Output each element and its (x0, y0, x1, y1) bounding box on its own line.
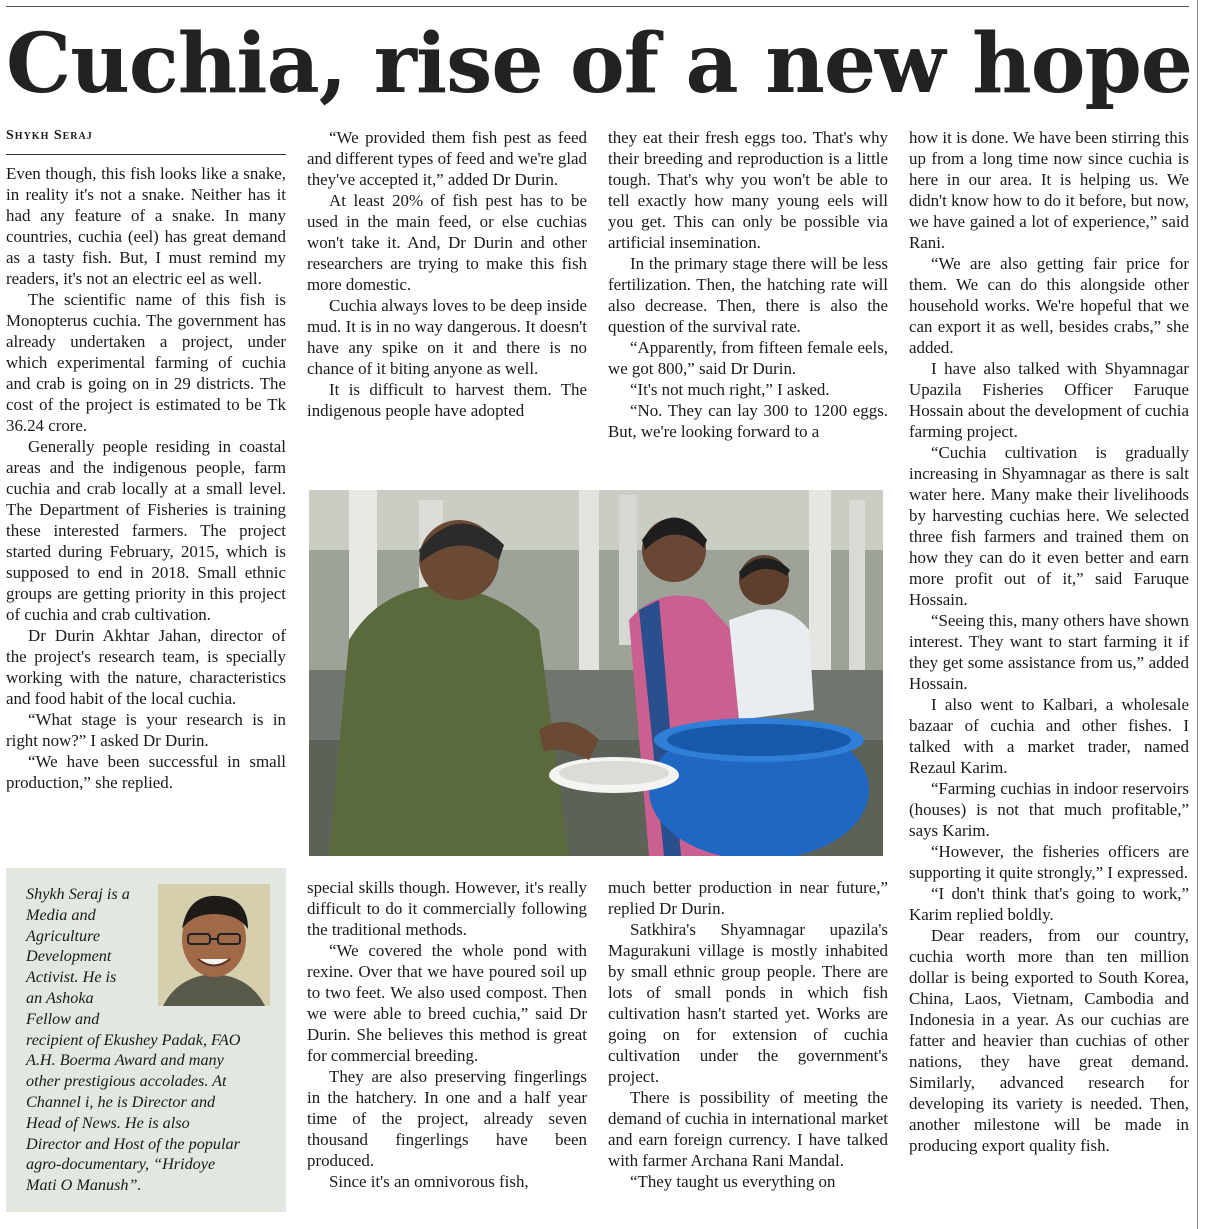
bio-line: Head of News. He is also (26, 1113, 190, 1132)
bio-line: Development (26, 947, 112, 966)
paragraph: At least 20% of fish pest has to be used in the main feed, or else cuchias won't take it. And, Dr Durin and other researchers are trying to make this fish more domestic. (307, 191, 587, 294)
paragraph: “What stage is your research is in right now?” I asked Dr Durin. (6, 710, 286, 750)
bio-line: Director and Host of the popular (26, 1134, 240, 1153)
column-1 (6, 163, 286, 857)
byline-rule (6, 154, 286, 155)
paragraph: In the primary stage there will be less fertilization. Then, the hatching rate will also decrease. Then, there is also the question of the survival rate. (608, 254, 888, 336)
paragraph: “They taught us everything on (630, 1172, 836, 1191)
paragraph: “Apparently, from fifteen female eels, we got 800,” said Dr Durin. (608, 338, 888, 378)
bio-line: other prestigious accolades. At (26, 1072, 227, 1091)
bio-line: Activist. He is (26, 968, 117, 987)
paragraph: “Seeing this, many others have shown interest. They want to start farming it if they get some assistance from us,” added Hossain. (909, 611, 1189, 693)
bio-line: Media and (26, 905, 96, 924)
bio-line: recipient of Ekushey Padak, FAO (26, 1030, 241, 1049)
bio-line: Shykh Seraj is a (26, 885, 130, 903)
bio-line: Agriculture (26, 926, 101, 945)
paragraph: Generally people residing in coastal areas and the indigenous people, farm cuchia and crab locally at a small level. The Department of Fisheries is training these interested farmers. The project started during February, 2015, which is supposed to end in 2018. Small ethnic groups are getting priority in this project of cuchia and crab cultivation. (6, 437, 286, 624)
paragraph: “No. They can lay 300 to 1200 eggs. But, we're looking forward to a (608, 401, 888, 441)
article-photo (309, 490, 883, 856)
paragraph: I also went to Kalbari, a wholesale bazaar of cuchia and other fishes. I talked with a market trader, named Rezaul Karim. (909, 695, 1189, 777)
paragraph: They are also preserving fingerlings in the hatchery. In one and a half year time of the project, already seven thousand fingerlings have been produced. (307, 1067, 587, 1170)
column-4 (909, 127, 1189, 1217)
column-2-bottom (307, 877, 587, 1217)
paragraph: “I don't think that's going to work,” Karim replied boldly. (909, 884, 1189, 924)
column-rule (1197, 0, 1198, 1229)
paragraph: much better production in near future,” replied Dr Durin. (608, 878, 888, 918)
paragraph: “We have been successful in small production,” she replied. (6, 752, 286, 792)
column-3-bottom (608, 877, 888, 1217)
paragraph: I have also talked with Shyamnagar Upazila Fisheries Officer Faruque Hossain about the development of cuchia farming project. (909, 359, 1189, 441)
paragraph: “However, the fisheries officers are supporting it quite strongly,” I expressed. (909, 842, 1189, 882)
headline: Cuchia, rise of a new hope (6, 16, 1192, 112)
byline: Shykh Seraj (6, 128, 93, 143)
paragraph: “We covered the whole pond with rexine. Over that we have poured soil up to two feet. We also used compost. Then we were able to breed cuchia,” said Dr Durin. She believes this method is great for commercial breeding. (307, 941, 587, 1065)
paragraph: they eat their fresh eggs too. That's why their breeding and reproduction is a little tough. That's why you won't be able to tell exactly how many young eels will you get. This can only be possible via artificial insemination. (608, 128, 888, 252)
paragraph: Dr Durin Akhtar Jahan, director of the project's research team, is specially working with the nature, characteristics and food habit of the local cuchia. (6, 626, 286, 708)
paragraph: “We provided them fish pest as feed and different types of feed and we're glad they've accepted it,” added Dr Durin. (307, 128, 587, 189)
paragraph: Cuchia always loves to be deep inside mud. It is in no way dangerous. It doesn't have any spike on it and there is no chance of it biting anyone as well. (307, 296, 587, 378)
bio-line: an Ashoka (26, 988, 94, 1007)
paragraph: Since it's an omnivorous fish, (329, 1172, 529, 1191)
author-bio (26, 884, 274, 1196)
bio-line: Mati O Manush”. (26, 1176, 142, 1195)
bio-line: Channel i, he is Director and (26, 1092, 216, 1111)
paragraph: “It's not much right,” I asked. (630, 380, 830, 399)
bio-line: Fellow and (26, 1009, 100, 1028)
column-3-top (608, 127, 888, 465)
paragraph: “Farming cuchias in indoor reservoirs (houses) is not that much profitable,” says Karim. (909, 779, 1189, 840)
paragraph: Satkhira's Shyamnagar upazila's Magurakuni village is mostly inhabited by small ethnic group people. There are lots of small ponds in which fish cultivation hasn't started yet. Works are going on for extension of cuchia cultivation under the government's project. (608, 920, 888, 1086)
paragraph: There is possibility of meeting the demand of cuchia in international market and earn foreign currency. I have talked with farmer Archana Rani Mandal. (608, 1088, 888, 1170)
bio-line: A.H. Boerma Award and many (26, 1051, 224, 1070)
paragraph: special skills though. However, it's really difficult to do it commercially following the traditional methods. (307, 878, 587, 939)
paragraph: Dear readers, from our country, cuchia worth more than ten million dollar is being exported to South Korea, China, Laos, Vietnam, Cambodia and Indonesia in a year. As our cuchias are fatter and heavier than cuchias of other nations, they have great demand. Similarly, advanced research for developing its variety is needed. Then, another milestone will be made in producing export quality fish. (909, 926, 1189, 1155)
paragraph: how it is done. We have been stirring this up from a long time now since cuchia is here in our area. It is helping us. We didn't know how to do it before, but now, we have gained a lot of experience,” said Rani. (909, 128, 1189, 252)
paragraph: It is difficult to harvest them. The indigenous people have adopted (307, 380, 587, 420)
top-rule (6, 6, 1189, 7)
paragraph: The scientific name of this fish is Monopterus cuchia. The government has already undertaken a project, under which experimental farming of cuchia and crab is going on in 29 districts. The cost of the project is estimated to be Tk 36.24 crore. (6, 290, 286, 435)
column-2-top (307, 127, 587, 465)
paragraph: “Cuchia cultivation is gradually increasing in Shyamnagar as there is salt water here. Many make their livelihoods by harvesting cuchias here. We selected three fish farmers and trained them on how they can do it even better and earn more profit out of it,” said Faruque Hossain. (909, 443, 1189, 609)
paragraph: “We are also getting fair price for them. We can do this alongside other household works. We're hopeful that we can export it as well, besides crabs,” she added. (909, 254, 1189, 357)
paragraph: Even though, this fish looks like a snake, in reality it's not a snake. Neither has it had any feature of a snake. In many countries, cuchia (eel) has great demand as a tasty fish. But, I must remind my readers, it's not an electric eel as well. (6, 164, 286, 288)
bio-line: agro-documentary, “Hridoye (26, 1155, 216, 1174)
author-bio-box (6, 868, 286, 1212)
